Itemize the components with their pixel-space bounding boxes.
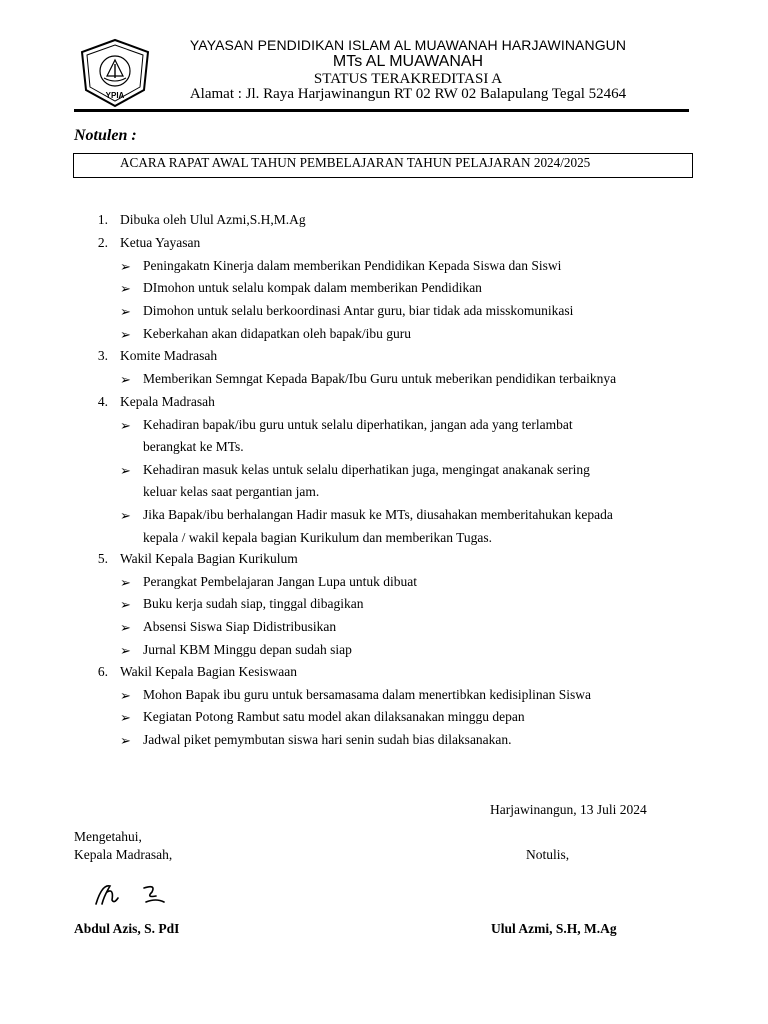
sub-item-line: berangkat ke MTs.: [143, 439, 244, 455]
logo-text: YPIA: [105, 91, 125, 100]
sub-item-line: Peningakatn Kinerja dalam memberikan Pendidikan Kepada Siswa dan Siswi: [143, 257, 562, 273]
principal-signature: [52, 874, 192, 912]
arrow-bullet-icon: ➢: [120, 371, 131, 387]
sub-item-line: Mohon Bapak ibu guru untuk bersamasama dalam menertibkan kedisiplinan Siswa: [143, 686, 592, 702]
item-heading: Wakil Kepala Bagian Kesiswaan: [120, 664, 297, 679]
arrow-bullet-icon: ➢: [120, 462, 131, 478]
principal-title: Kepala Madrasah,: [74, 847, 173, 862]
arrow-bullet-icon: ➢: [120, 733, 131, 749]
sub-item-line: Buku kerja sudah siap, tinggal dibagikan: [143, 596, 364, 612]
agenda-title: ACARA RAPAT AWAL TAHUN PEMBELAJARAN TAHUN PELAJARAN 2024/2025: [120, 155, 591, 170]
item-number: 3.: [97, 348, 108, 363]
school-name: MTs AL MUAWANAH: [332, 53, 484, 70]
item-heading: Ketua Yayasan: [120, 235, 201, 250]
arrow-bullet-icon: ➢: [120, 687, 131, 703]
sub-item-line: Absensi Siswa Siap Didistribusikan: [143, 619, 337, 635]
sub-item-line: Jadwal piket pemymbutan siswa hari senin sudah bias dilaksanakan.: [143, 732, 512, 748]
sub-item-line: Jurnal KBM Minggu depan sudah siap: [143, 641, 352, 657]
item-number: 1.: [97, 212, 108, 227]
arrow-bullet-icon: ➢: [120, 281, 131, 297]
sub-item-line: keluar kelas saat pergantian jam.: [143, 484, 320, 500]
sub-item-line: Memberikan Semngat Kepada Bapak/Ibu Guru untuk meberikan pendidikan terbaiknya: [143, 370, 617, 386]
secretary-name: Ulul Azmi, S.H, M.Ag: [491, 921, 617, 936]
principal-name: Abdul Azis, S. PdI: [74, 921, 180, 936]
arrow-bullet-icon: ➢: [120, 304, 131, 320]
item-heading: Komite Madrasah: [120, 348, 218, 363]
sub-item-line: Jika Bapak/ibu berhalangan Hadir masuk ke MTs, diusahakan memberitahukan kepada: [143, 507, 613, 523]
arrow-bullet-icon: ➢: [120, 620, 131, 636]
acknowledged-label: Mengetahui,: [74, 829, 142, 844]
agenda-title-box: [73, 153, 693, 178]
arrow-bullet-icon: ➢: [120, 258, 131, 274]
letterhead-rule: [74, 109, 689, 112]
place-date: Harjawinangun, 13 Juli 2024: [490, 802, 647, 817]
sub-item-line: Kehadiran bapak/ibu guru untuk selalu diperhatikan, jangan ada yang terlambat: [143, 416, 573, 432]
sub-item-line: DImohon untuk selalu kompak dalam memberikan Pendidikan: [143, 280, 482, 296]
sub-item-line: Kegiatan Potong Rambut satu model akan dilaksanakan minggu depan: [143, 709, 525, 725]
item-heading: Wakil Kepala Bagian Kurikulum: [120, 551, 298, 566]
item-number: 5.: [97, 551, 108, 566]
arrow-bullet-icon: ➢: [120, 326, 131, 342]
arrow-bullet-icon: ➢: [120, 642, 131, 658]
item-heading: Dibuka oleh Ulul Azmi,S.H,M.Ag: [120, 212, 306, 227]
arrow-bullet-icon: ➢: [120, 508, 131, 524]
item-number: 2.: [97, 235, 108, 250]
school-logo: [78, 38, 152, 108]
foundation-name: YAYASAN PENDIDIKAN ISLAM AL MUAWANAH HARJAWINANGUN: [189, 37, 627, 53]
sub-item-line: Dimohon untuk selalu berkoordinasi Antar guru, biar tidak ada misskomunikasi: [143, 303, 574, 319]
sub-item-line: kepala / wakil kepala bagian Kurikulum dan memberikan Tugas.: [143, 529, 493, 545]
arrow-bullet-icon: ➢: [120, 417, 131, 433]
sub-item-line: Kehadiran masuk kelas untuk selalu diperhatikan juga, mengingat anakanak sering: [143, 461, 590, 477]
school-address: Alamat : Jl. Raya Harjawinangun RT 02 RW 02 Balapulang Tegal 52464: [189, 86, 627, 102]
arrow-bullet-icon: ➢: [120, 597, 131, 613]
item-number: 4.: [97, 394, 108, 409]
item-number: 6.: [97, 664, 108, 679]
arrow-bullet-icon: ➢: [120, 710, 131, 726]
accreditation-status: STATUS TERAKREDITASI A: [313, 71, 503, 87]
item-heading: Kepala Madrasah: [120, 394, 215, 409]
notulen-label: Notulen :: [74, 127, 137, 144]
secretary-title: Notulis,: [526, 847, 570, 862]
sub-item-line: Perangkat Pembelajaran Jangan Lupa untuk dibuat: [143, 573, 418, 589]
sub-item-line: Keberkahan akan didapatkan oleh bapak/ibu guru: [143, 325, 412, 341]
arrow-bullet-icon: ➢: [120, 574, 131, 590]
